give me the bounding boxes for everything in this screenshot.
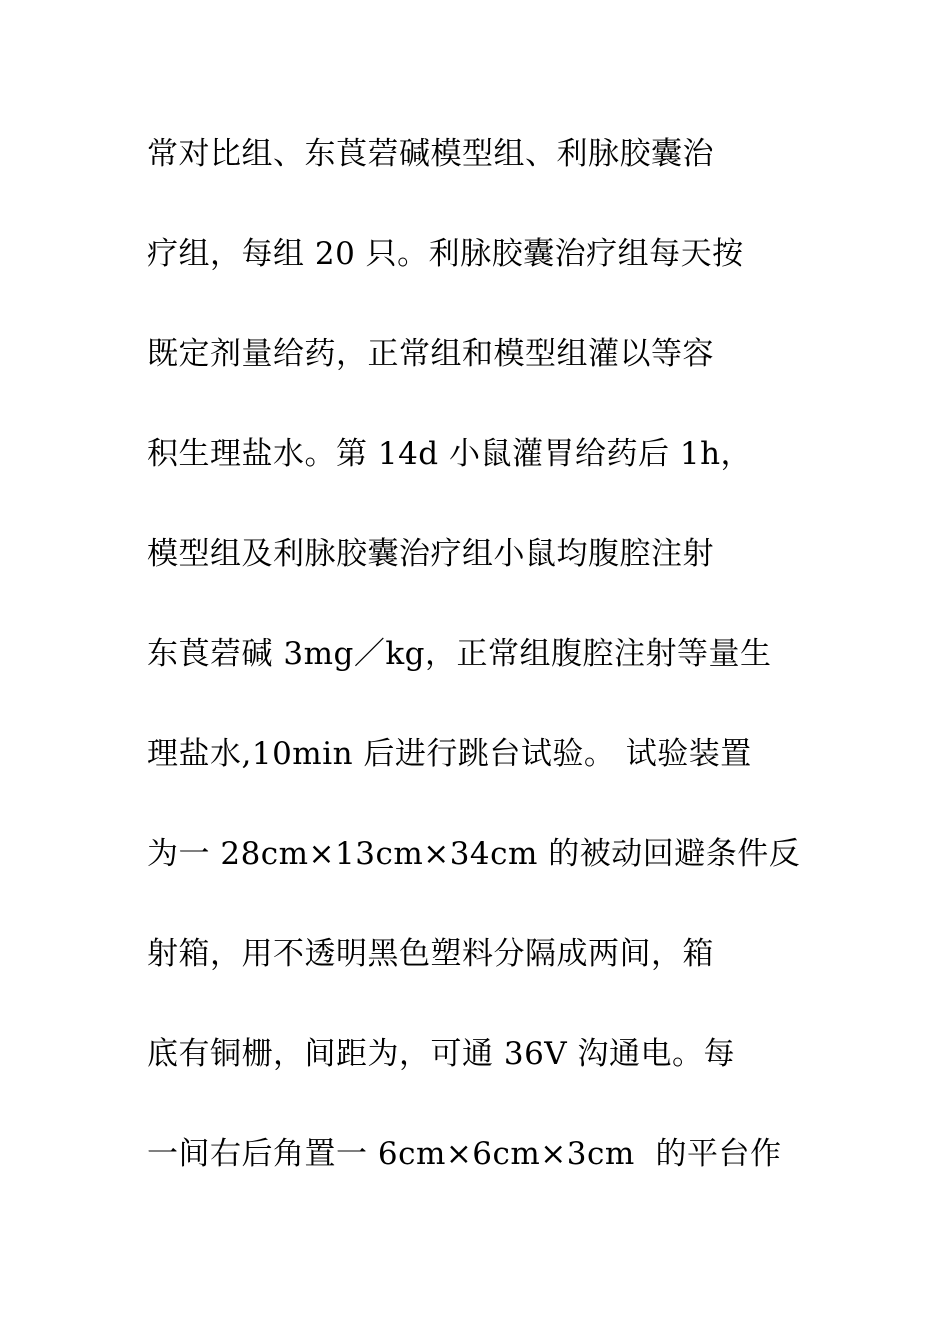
text-line: 既定剂量给药，正常组和模型组灌以等容 <box>147 336 714 372</box>
text-line: 射箱，用不透明黑色塑料分隔成两间，箱 <box>147 936 714 972</box>
text-line: 为一 28cm×13cm×34cm 的被动回避条件反 <box>147 836 801 872</box>
text-line: 一间右后角置一 6cm×6cm×3cm 的平台作 <box>147 1136 782 1172</box>
text-line: 东莨菪碱 3mg／kg，正常组腹腔注射等量生 <box>147 636 772 672</box>
text-line: 模型组及利脉胶囊治疗组小鼠均腹腔注射 <box>147 536 714 572</box>
text-line: 常对比组、东莨菪碱模型组、利脉胶囊治 <box>147 136 714 172</box>
text-line: 理盐水,10min 后进行跳台试验。 试验装置 <box>147 736 752 772</box>
body-text <box>147 124 827 1224</box>
text-line: 底有铜栅，间距为，可通 36V 沟通电。每 <box>147 1036 736 1072</box>
text-line: 疗组，每组 20 只。利脉胶囊治疗组每天按 <box>147 236 744 272</box>
text-line: 积生理盐水。第 14d 小鼠灌胃给药后 1h， <box>147 436 753 472</box>
